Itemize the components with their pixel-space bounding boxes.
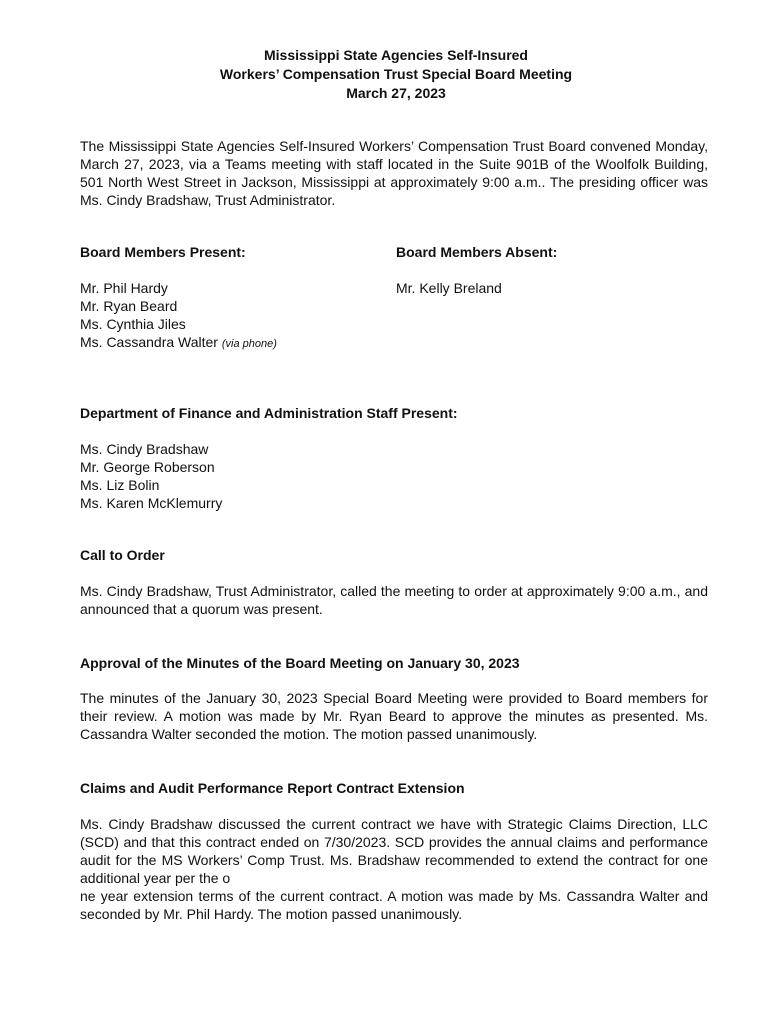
header-title-line-2: Workers’ Compensation Trust Special Board Meeting [219, 66, 573, 82]
document-header [0, 46, 770, 103]
list-item: Mr. Ryan Beard [80, 298, 178, 314]
minutes-heading: Approval of the Minutes of the Board Meeting on January 30, 2023 [80, 655, 520, 671]
list-item: Ms. Karen McKlemurry [80, 495, 223, 511]
list-item: Mr. Kelly Breland [396, 280, 502, 296]
claims-heading: Claims and Audit Performance Report Contract Extension [80, 780, 465, 796]
claims-paragraph-part-2: ne year extension terms of the current contract. A motion was made by Ms. Cassandra Walter and seconded by Mr. Phil Hardy. The motion passed unanimously. [80, 888, 708, 922]
list-item: Mr. George Roberson [80, 459, 215, 475]
minutes-paragraph: The minutes of the January 30, 2023 Special Board Meeting were provided to Board members for their review. A motion was made by Mr. Ryan Beard to approve the minutes as presented. Ms. Cassandra Walter seconded the motion. The motion passed unanimously. [80, 690, 708, 742]
call-to-order-heading: Call to Order [80, 547, 165, 563]
header-title-line-1: Mississippi State Agencies Self-Insured [263, 47, 528, 63]
list-item: Ms. Cindy Bradshaw [80, 441, 209, 457]
members-present-heading: Board Members Present: [80, 244, 246, 260]
members-present-list [80, 279, 277, 351]
list-item: Ms. Liz Bolin [80, 477, 160, 493]
staff-heading: Department of Finance and Administration Staff Present: [80, 405, 458, 421]
claims-paragraph-part-1: Ms. Cindy Bradshaw discussed the current contract we have with Strategic Claims Direction, LLC (SCD) and that this contract ended on 7/30/2023. SCD provides the annual claims and performance audit for the MS Workers’ Comp Trust. Ms. Bradshaw recommended to extend the contract for one additional year per the o [80, 816, 708, 886]
member-name: Ms. Cassandra Walter [80, 334, 218, 350]
staff-list [80, 440, 222, 512]
header-date: March 27, 2023 [346, 85, 446, 101]
call-to-order-paragraph: Ms. Cindy Bradshaw, Trust Administrator, called the meeting to order at approximately 9:00 a.m., and announced that a quorum was present. [80, 583, 708, 617]
claims-paragraph [80, 815, 708, 923]
members-absent-list [396, 279, 502, 297]
intro-paragraph: The Mississippi State Agencies Self-Insured Workers’ Compensation Trust Board convened Monday, March 27, 2023, via a Teams meeting with staff located in the Suite 901B of the Woolfolk Building, 501 North West Street in Jackson, Mississippi at approximately 9:00 a.m.. The presiding officer was Ms. Cindy Bradshaw, Trust Administrator. [80, 138, 708, 208]
via-phone-note: (via phone) [221, 338, 277, 350]
list-item: Mr. Phil Hardy [80, 280, 168, 296]
members-absent-heading: Board Members Absent: [396, 244, 558, 260]
list-item: Ms. Cynthia Jiles [80, 316, 186, 332]
list-item [80, 333, 277, 351]
